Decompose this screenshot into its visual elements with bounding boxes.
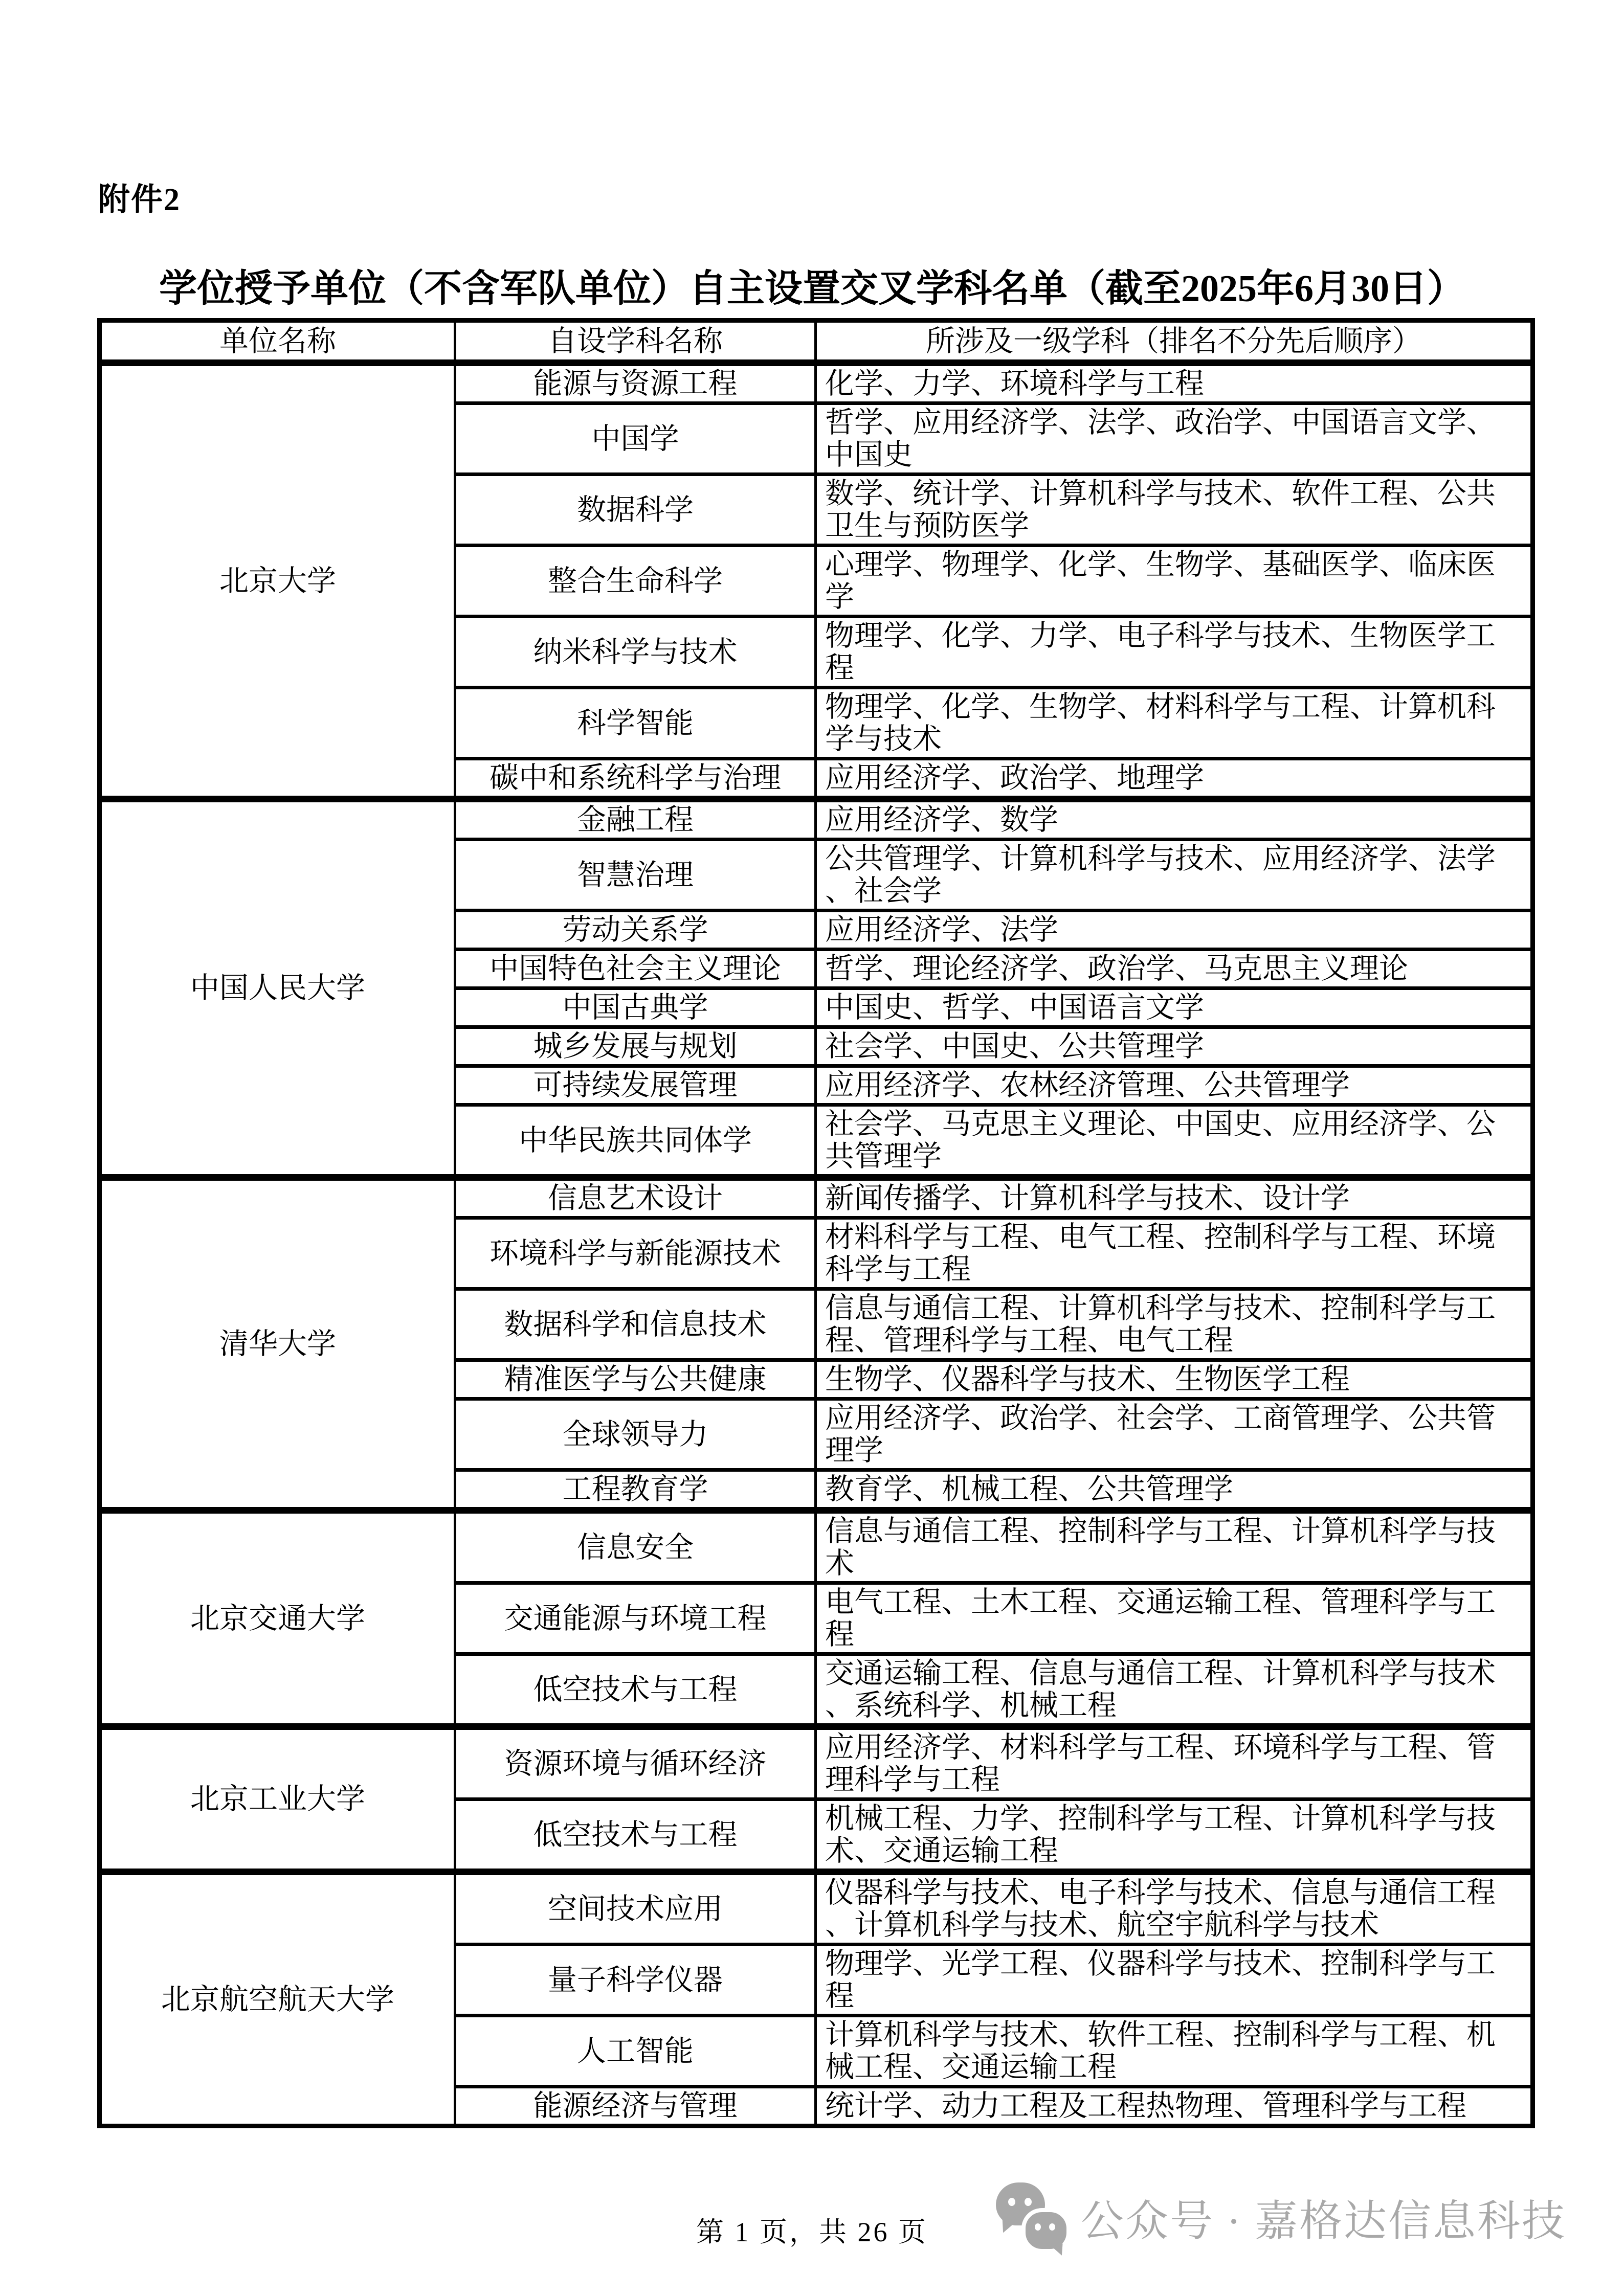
- related-disciplines-cell: 生物学、仪器科学与技术、生物医学工程: [816, 1360, 1533, 1399]
- table-row: [100, 363, 1533, 403]
- discipline-cell: 工程教育学: [455, 1470, 816, 1511]
- related-disciplines-cell: 应用经济学、农林经济管理、公共管理学: [816, 1066, 1533, 1105]
- watermark-text: 公众号 · 嘉格达信息科技: [1081, 2197, 1566, 2245]
- related-disciplines-cell: 物理学、光学工程、仪器科学与技术、控制科学与工程: [816, 1945, 1533, 2016]
- discipline-cell: 全球领导力: [455, 1399, 816, 1470]
- discipline-cell: 碳中和系统科学与治理: [455, 759, 816, 799]
- table-row: [100, 1178, 1533, 1218]
- discipline-cell: 中国学: [455, 403, 816, 475]
- related-disciplines-cell: 交通运输工程、信息与通信工程、计算机科学与技术、系统科学、机械工程: [816, 1654, 1533, 1727]
- related-disciplines-cell: 哲学、理论经济学、政治学、马克思主义理论: [816, 950, 1533, 988]
- table-row: [100, 799, 1533, 840]
- related-disciplines-cell: 社会学、马克思主义理论、中国史、应用经济学、公共管理学: [816, 1105, 1533, 1178]
- discipline-cell: 劳动关系学: [455, 911, 816, 950]
- table-row: [100, 1511, 1533, 1583]
- discipline-cell: 科学智能: [455, 688, 816, 759]
- discipline-cell: 中国古典学: [455, 988, 816, 1027]
- discipline-cell: 低空技术与工程: [455, 1799, 816, 1872]
- discipline-cell: 资源环境与循环经济: [455, 1727, 816, 1799]
- related-disciplines-cell: 应用经济学、政治学、地理学: [816, 759, 1533, 799]
- related-disciplines-cell: 电气工程、土木工程、交通运输工程、管理科学与工程: [816, 1583, 1533, 1654]
- related-disciplines-cell: 应用经济学、材料科学与工程、环境科学与工程、管理科学与工程: [816, 1727, 1533, 1799]
- column-header-unit: 单位名称: [100, 321, 455, 363]
- discipline-cell: 交通能源与环境工程: [455, 1583, 816, 1654]
- table-row: [100, 1727, 1533, 1799]
- related-disciplines-cell: 化学、力学、环境科学与工程: [816, 363, 1533, 403]
- table-body: [100, 363, 1533, 2126]
- discipline-cell: 能源经济与管理: [455, 2087, 816, 2126]
- related-disciplines-cell: 应用经济学、数学: [816, 799, 1533, 840]
- related-disciplines-cell: 机械工程、力学、控制科学与工程、计算机科学与技术、交通运输工程: [816, 1799, 1533, 1872]
- discipline-cell: 中华民族共同体学: [455, 1105, 816, 1178]
- attachment-label: 附件2: [98, 183, 181, 217]
- page-number: 第 1 页，共 26 页: [696, 2217, 928, 2247]
- discipline-cell: 中国特色社会主义理论: [455, 950, 816, 988]
- related-disciplines-cell: 数学、统计学、计算机科学与技术、软件工程、公共卫生与预防医学: [816, 475, 1533, 546]
- discipline-cell: 智慧治理: [455, 840, 816, 911]
- related-disciplines-cell: 新闻传播学、计算机科学与技术、设计学: [816, 1178, 1533, 1218]
- university-name-cell: 北京大学: [100, 363, 455, 799]
- related-disciplines-cell: 公共管理学、计算机科学与技术、应用经济学、法学、社会学: [816, 840, 1533, 911]
- discipline-cell: 金融工程: [455, 799, 816, 840]
- column-header-discipline: 自设学科名称: [455, 321, 816, 363]
- related-disciplines-cell: 统计学、动力工程及工程热物理、管理科学与工程: [816, 2087, 1533, 2126]
- related-disciplines-cell: 物理学、化学、生物学、材料科学与工程、计算机科学与技术: [816, 688, 1533, 759]
- university-name-cell: 清华大学: [100, 1178, 455, 1511]
- discipline-cell: 可持续发展管理: [455, 1066, 816, 1105]
- discipline-cell: 环境科学与新能源技术: [455, 1218, 816, 1289]
- university-name-cell: 中国人民大学: [100, 799, 455, 1178]
- university-name-cell: 北京交通大学: [100, 1511, 455, 1727]
- discipline-cell: 纳米科学与技术: [455, 617, 816, 688]
- related-disciplines-cell: 材料科学与工程、电气工程、控制科学与工程、环境科学与工程: [816, 1218, 1533, 1289]
- column-header-related: 所涉及一级学科（排名不分先后顺序）: [816, 321, 1533, 363]
- discipline-cell: 信息艺术设计: [455, 1178, 816, 1218]
- related-disciplines-cell: 信息与通信工程、计算机科学与技术、控制科学与工程、管理科学与工程、电气工程: [816, 1289, 1533, 1360]
- related-disciplines-cell: 哲学、应用经济学、法学、政治学、中国语言文学、中国史: [816, 403, 1533, 475]
- discipline-cell: 城乡发展与规划: [455, 1027, 816, 1066]
- related-disciplines-cell: 应用经济学、政治学、社会学、工商管理学、公共管理学: [816, 1399, 1533, 1470]
- discipline-cell: 数据科学和信息技术: [455, 1289, 816, 1360]
- table-header-row: [100, 321, 1533, 363]
- discipline-cell: 量子科学仪器: [455, 1945, 816, 2016]
- page-title: 学位授予单位（不含军队单位）自主设置交叉学科名单（截至2025年6月30日）: [159, 268, 1465, 310]
- related-disciplines-cell: 中国史、哲学、中国语言文学: [816, 988, 1533, 1027]
- watermark: [995, 2176, 1566, 2258]
- university-name-cell: 北京工业大学: [100, 1727, 455, 1872]
- discipline-cell: 数据科学: [455, 475, 816, 546]
- table-row: [100, 1872, 1533, 1945]
- related-disciplines-cell: 计算机科学与技术、软件工程、控制科学与工程、机械工程、交通运输工程: [816, 2016, 1533, 2087]
- disciplines-table: [97, 318, 1535, 2128]
- related-disciplines-cell: 仪器科学与技术、电子科学与技术、信息与通信工程、计算机科学与技术、航空宇航科学与技术: [816, 1872, 1533, 1945]
- discipline-cell: 空间技术应用: [455, 1872, 816, 1945]
- university-name-cell: 北京航空航天大学: [100, 1872, 455, 2126]
- discipline-cell: 能源与资源工程: [455, 363, 816, 403]
- related-disciplines-cell: 社会学、中国史、公共管理学: [816, 1027, 1533, 1066]
- related-disciplines-cell: 应用经济学、法学: [816, 911, 1533, 950]
- related-disciplines-cell: 心理学、物理学、化学、生物学、基础医学、临床医学: [816, 546, 1533, 617]
- related-disciplines-cell: 信息与通信工程、控制科学与工程、计算机科学与技术: [816, 1511, 1533, 1583]
- related-disciplines-cell: 物理学、化学、力学、电子科学与技术、生物医学工程: [816, 617, 1533, 688]
- discipline-cell: 低空技术与工程: [455, 1654, 816, 1727]
- discipline-cell: 整合生命科学: [455, 546, 816, 617]
- discipline-cell: 精准医学与公共健康: [455, 1360, 816, 1399]
- wechat-icon: [995, 2176, 1072, 2258]
- related-disciplines-cell: 教育学、机械工程、公共管理学: [816, 1470, 1533, 1511]
- discipline-cell: 信息安全: [455, 1511, 816, 1583]
- discipline-cell: 人工智能: [455, 2016, 816, 2087]
- wechat-bubble-small: [1021, 2208, 1071, 2253]
